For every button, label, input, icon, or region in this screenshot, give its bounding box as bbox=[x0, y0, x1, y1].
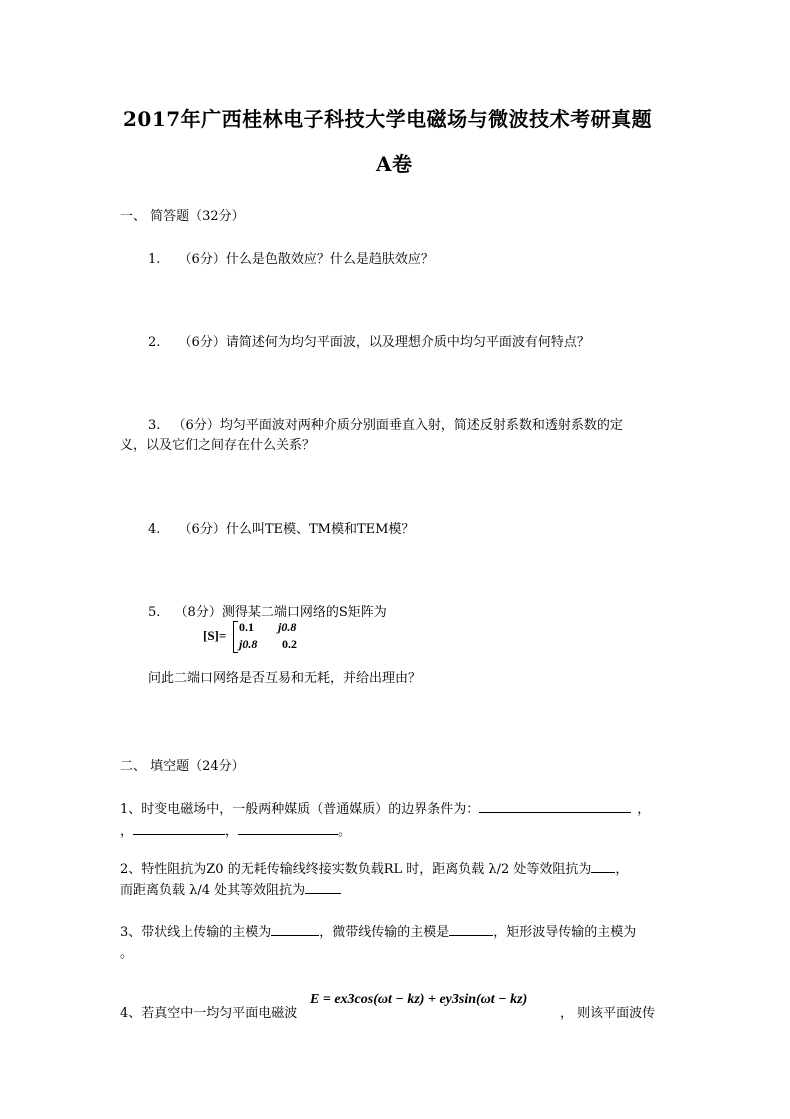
matrix-cell-21: j0.8 bbox=[239, 637, 258, 651]
field-formula: E = ex3cos(ωt − kz) + ey3sin(ωt − kz) bbox=[310, 992, 528, 1007]
fill-text: 2、特性阻抗为Z0 的无耗传输线终接实数负载RL 时，距离负载 λ/2 处等效阻抗为 bbox=[120, 862, 592, 877]
answer-blank[interactable] bbox=[449, 923, 493, 936]
question-2 bbox=[148, 331, 590, 350]
question-3 bbox=[148, 414, 623, 433]
question-text: （6分）均匀平面波对两种介质分别面垂直入射，简述反射系数和透射系数的定 bbox=[172, 418, 623, 433]
fill-punct: 。 bbox=[338, 824, 352, 839]
matrix-cell-22: 0.2 bbox=[282, 637, 297, 651]
answer-blank[interactable] bbox=[238, 822, 338, 835]
question-number: 4. bbox=[148, 522, 161, 537]
fill-text: ，微带线传输的主模是 bbox=[319, 925, 450, 940]
fill-question-4-tail: ， 则该平面波传 bbox=[560, 1006, 656, 1021]
question-text: （6分）什么叫TE模、TM模和TEM模？ bbox=[178, 522, 415, 537]
question-5 bbox=[148, 601, 387, 620]
fill-text: ，矩形波导传输的主模为 bbox=[493, 925, 637, 940]
fill-question-2 bbox=[120, 858, 628, 877]
fill-question-3-line2: 。 bbox=[120, 946, 134, 961]
question-4 bbox=[148, 518, 414, 537]
fill-question-4 bbox=[120, 1002, 297, 1021]
fill-question-3 bbox=[120, 921, 636, 940]
fill-text: 而距离负载 λ/4 处其等效阻抗为 bbox=[120, 883, 306, 898]
question-number: 3. bbox=[148, 418, 161, 433]
question-text: （8分）测得某二端口网络的S矩阵为 bbox=[174, 605, 387, 620]
question-text: （6分）什么是色散效应？什么是趋肤效应？ bbox=[178, 252, 434, 267]
fill-text: 4、若真空中一均匀平面电磁波 bbox=[120, 1006, 298, 1021]
fill-punct: ， bbox=[120, 824, 134, 839]
matrix-cell-11: 0.1 bbox=[239, 620, 254, 634]
question-3-continuation: 义，以及它们之间存在什么关系？ bbox=[120, 438, 316, 453]
answer-blank[interactable] bbox=[133, 822, 225, 835]
page-subtitle: A卷 bbox=[376, 152, 413, 176]
s-matrix bbox=[203, 620, 313, 654]
answer-blank[interactable] bbox=[591, 860, 615, 873]
fill-punct: ， bbox=[615, 862, 629, 877]
section-heading-short-answer: 一、 简答题（32分） bbox=[120, 209, 245, 224]
fill-punct: ， bbox=[637, 802, 651, 817]
fill-text: 1、时变电磁场中，一般两种媒质（普通媒质）的边界条件为： bbox=[120, 802, 480, 817]
answer-blank[interactable] bbox=[271, 923, 319, 936]
matrix-left-bracket bbox=[233, 621, 238, 653]
fill-question-2-line2 bbox=[120, 879, 341, 898]
fill-question-1 bbox=[120, 798, 650, 817]
question-number: 1. bbox=[148, 252, 161, 267]
page-title: 2017年广西桂林电子科技大学电磁场与微波技术考研真题 bbox=[123, 107, 653, 131]
question-number: 2. bbox=[148, 335, 161, 350]
answer-blank[interactable] bbox=[305, 881, 341, 894]
question-5-followup: 问此二端口网络是否互易和无耗，并给出理由？ bbox=[148, 671, 422, 686]
section-heading-fill-blank: 二、 填空题（24分） bbox=[120, 759, 245, 774]
fill-question-1-line2 bbox=[120, 820, 351, 839]
question-number: 5. bbox=[148, 605, 161, 620]
question-1 bbox=[148, 248, 434, 267]
answer-blank[interactable] bbox=[479, 800, 631, 813]
fill-text: 3、带状线上传输的主模为 bbox=[120, 925, 272, 940]
question-text: （6分）请简述何为均匀平面波，以及理想介质中均匀平面波有何特点？ bbox=[178, 335, 590, 350]
fill-punct: ， bbox=[225, 824, 239, 839]
matrix-cell-12: j0.8 bbox=[278, 620, 297, 634]
matrix-label: [S]= bbox=[203, 628, 227, 643]
